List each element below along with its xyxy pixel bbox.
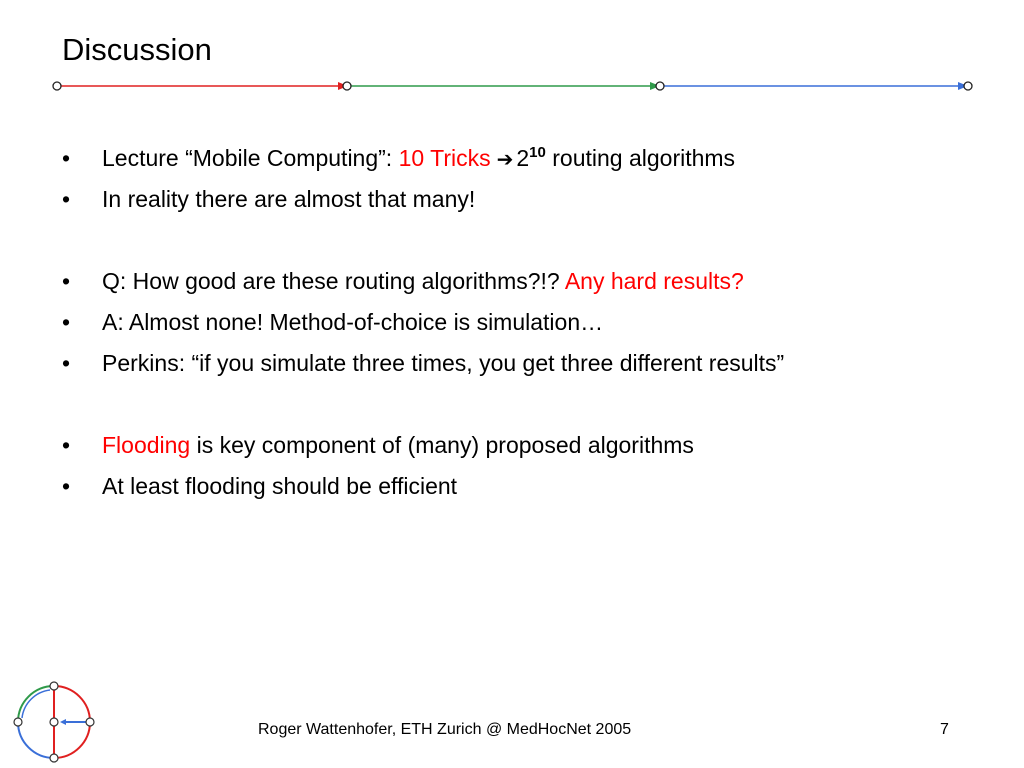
bullet-answer: • A: Almost none! Method-of-choice is simulation…: [62, 304, 784, 345]
bullet-list: [62, 140, 784, 509]
slide-footer: Roger Wattenhofer, ETH Zurich @ MedHocNet 2005: [258, 721, 632, 738]
highlight-hard-results: Any hard results?: [564, 268, 744, 294]
bullet-dot: •: [62, 268, 71, 294]
slide-title: Discussion: [62, 32, 212, 67]
bullet-dot: •: [62, 309, 71, 335]
bullet-dot: •: [62, 145, 71, 171]
highlight-flooding: Flooding: [102, 432, 191, 458]
right-arrow-icon: ➔: [496, 147, 514, 171]
bullet-perkins: • Perkins: “if you simulate three times, you get three different results”: [62, 345, 784, 386]
bullet-efficient: • At least flooding should be efficient: [62, 468, 784, 509]
bullet-dot: •: [62, 350, 71, 376]
exponent: 10: [529, 144, 546, 161]
bullet-dot: •: [62, 186, 71, 212]
bullet-reality: • In reality there are almost that many!: [62, 181, 784, 222]
highlight-10-tricks: 10 Tricks: [398, 145, 491, 171]
network-logo-icon: [10, 678, 98, 766]
bullet-question: • Q: How good are these routing algorithms?!? Any hard results?: [62, 263, 784, 304]
bullet-flooding: • Flooding is key component of (many) proposed algorithms: [62, 427, 784, 468]
page-number: 7: [940, 721, 949, 738]
bullet-dot: •: [62, 473, 71, 499]
bullet-lecture: • Lecture “Mobile Computing”: 10 Tricks ➔ $2^{10}$ routing algorithms: [62, 140, 784, 181]
title-rule-graph: [50, 76, 980, 96]
bullet-dot: •: [62, 432, 71, 458]
